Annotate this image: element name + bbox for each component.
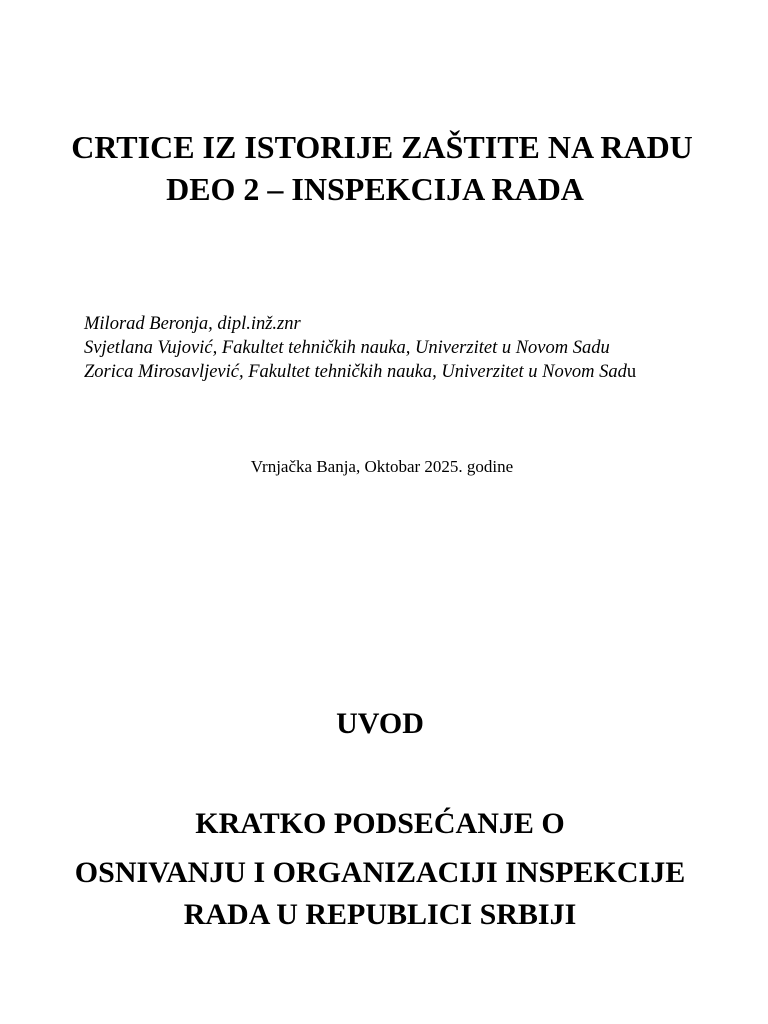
author-2-text: Svjetlana Vujović, Fakultet tehničkih nauka, Univerzitet u Novom Sadu: [84, 338, 610, 358]
document-title-line-1: CRTICE IZ ISTORIJE ZAŠTITE NA RADU: [71, 129, 693, 165]
author-line-1: [84, 312, 636, 336]
section-heading: UVOD: [336, 707, 424, 740]
author-1-text: Milorad Beronja, dipl.inž.znr: [84, 314, 301, 334]
author-3-text: Zorica Mirosavljević, Fakultet tehničkih nauka, Univerzitet u Novom Sad: [84, 362, 627, 382]
author-list: [84, 312, 636, 384]
document-title-line-2: DEO 2 – INSPEKCIJA RADA: [166, 171, 584, 207]
author-line-3: [84, 360, 636, 384]
subheading-line-3: RADA U REPUBLICI SRBIJI: [183, 898, 577, 931]
subheading-line-1: KRATKO PODSEĆANJE O: [195, 807, 565, 840]
author-3-trail: u: [626, 362, 637, 382]
author-line-2: [84, 336, 636, 360]
subheading-line-2: OSNIVANJU I ORGANIZACIJI INSPEKCIJE: [74, 856, 686, 889]
place-and-date: Vrnjačka Banja, Oktobar 2025. godine: [250, 457, 514, 476]
